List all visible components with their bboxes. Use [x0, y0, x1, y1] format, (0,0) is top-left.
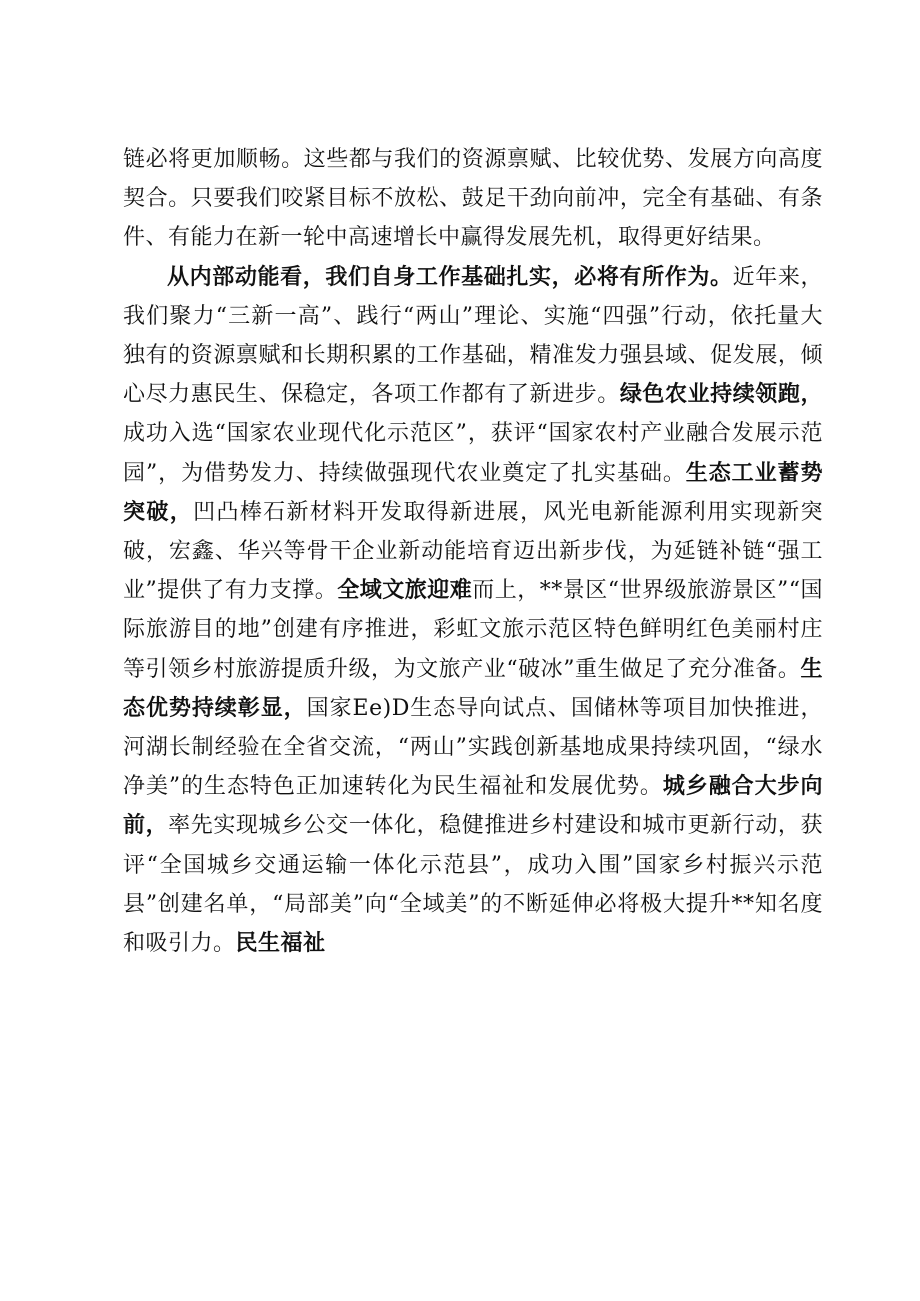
- paragraph-internal-momentum: [123, 258, 823, 964]
- ecology-heading: 生态优势持续彰显，: [123, 656, 823, 721]
- eco-industry-text: 凹凸棒石新材料开发取得新进展，风光电新能源利用实现新突破，宏鑫、华兴等骨干企业新动能培育迈出新步伐，为延链补链“强工业”提供了有力支撑。: [123, 499, 823, 604]
- tourism-text: 而上，**景区“世界级旅游景区”“国际旅游目的地”创建有序推进，彩虹文旅示范区特色鲜明红色美丽村庄等引领乡村旅游提质升级，为文旅产业“破冰”重生做足了充分准备。: [123, 578, 824, 682]
- green-agriculture-heading: 绿色农业持续领跑，: [619, 382, 823, 408]
- livelihood-heading: 民生福祉: [235, 931, 326, 957]
- green-agriculture-text: 成功入选“国家农业现代化示范区”，获评“国家农村产业融合发展示范园”，为借势发力、持续做强现代农业奠定了扎实基础。: [123, 421, 823, 486]
- internal-momentum-heading: 从内部动能看，我们自身工作基础扎实，必将有所作为。: [167, 264, 733, 290]
- body-text: [123, 140, 823, 963]
- urban-rural-text: 率先实现城乡公交一体化，稳健推进乡村建设和城市更新行动，获评“全国城乡交通运输一体化示范县”，成功入围”国家乡村振兴示范县”创建名单，“局部美”向“全域美”的不断延伸必将极大提升**知名度和吸引力。: [123, 813, 823, 957]
- eco-industry-heading: 生态工业蓄势突破，: [123, 460, 823, 525]
- paragraph-1-text: 链必将更加顺畅。这些都与我们的资源禀赋、比较优势、发展方向高度契合。只要我们咬紧目标不放松、鼓足干劲向前冲，完全有基础、有条件、有能力在新一轮中高速增长中赢得发展先机，取得更好结果。: [123, 147, 823, 251]
- paragraph-continuation: [123, 140, 823, 258]
- internal-momentum-intro: 近年来，我们聚力“三新一高”、践行“两山”理论、实施“四强”行动，依托量大独有的资源禀赋和长期积累的工作基础，精准发力强县域、促发展，倾心尽力惠民生、保稳定，各项工作都有了新进步。: [123, 264, 823, 408]
- tourism-heading: 全域文旅迎难: [337, 578, 473, 604]
- ecology-text: 国家Ee)D生态导向试点、国储林等项目加快推进，河湖长制经验在全省交流，“两山”实践创新基地成果持续巩固，“绿水净美”的生态特色正加速转化为民生福祉和发展优势。: [123, 695, 823, 800]
- urban-rural-heading: 城乡融合大步向前，: [123, 774, 823, 839]
